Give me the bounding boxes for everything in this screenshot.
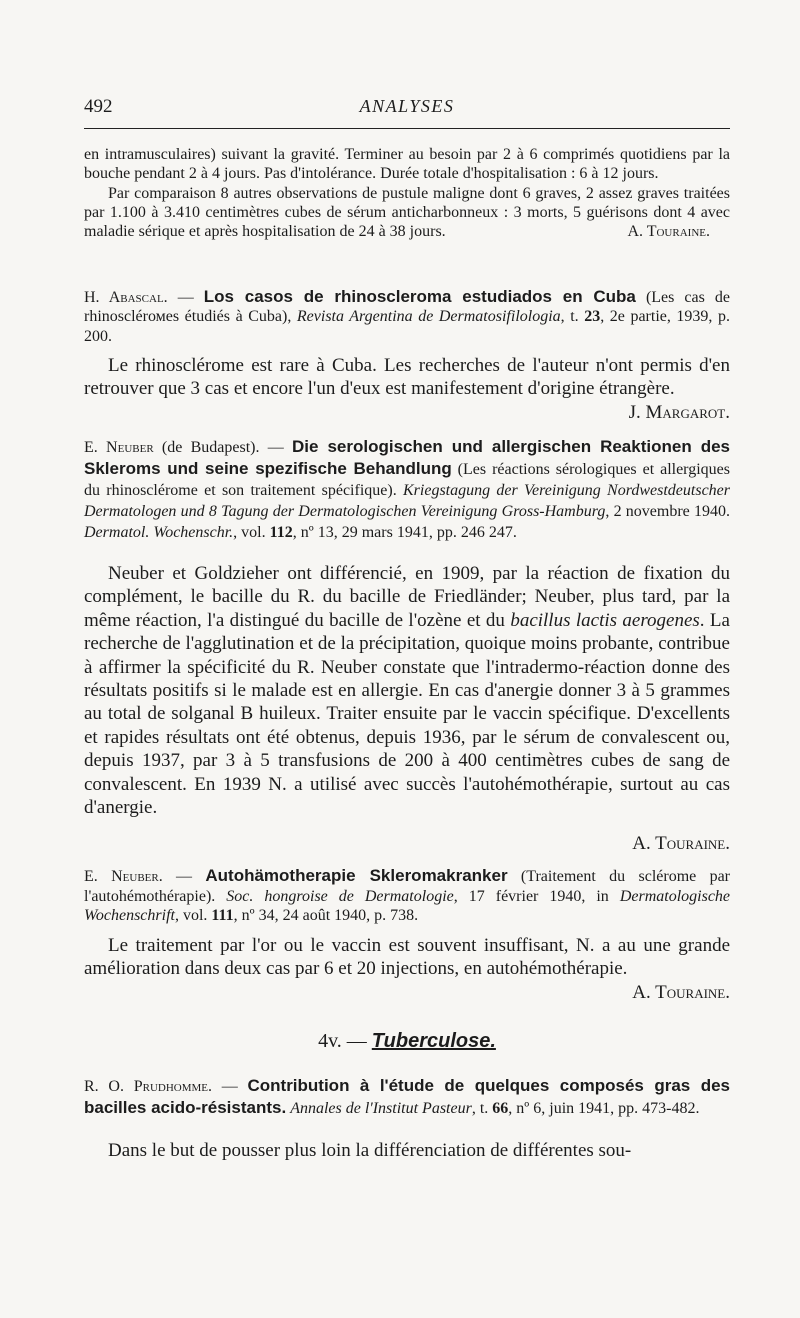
- volume: 66: [492, 1100, 509, 1117]
- author: E. Neuber.: [84, 868, 163, 885]
- article-title: Contribution à l'étude de quelques composés gras des bacilles acido-résistants.: [84, 1076, 730, 1117]
- article-title: Los casos de rhinoscleroma estudiados en Cuba: [203, 287, 636, 306]
- citation: E. Neuber. — Autohämotherapie Skleromakranker (Traitement du sclérome par l'autohémothérapie). Soc. hongroise de Dermatologie, 17 février 1940, in Dermatologische Wochenschrift, vol. 111, nº 34, 24 août 1940, p. 738.: [84, 866, 731, 924]
- author: H. Abascal.: [84, 289, 168, 306]
- neuber-2-body: Le traitement par l'or ou le vaccin est souvent insuffisant, N. a au une grande amélioration dans deux cas par 6 et 20 injections, en autohémothérapie.: [84, 935, 730, 980]
- author: R. O. Prudhomme.: [84, 1078, 212, 1095]
- continued-abstract: [84, 145, 730, 241]
- abstract-neuber-2: [84, 866, 730, 926]
- prudhomme-body: Dans le but de pousser plus loin la différenciation de différentes sou-: [108, 1140, 632, 1161]
- abstract-neuber-1: [84, 436, 730, 543]
- continued-paragraph: en intramusculaires) suivant la gravité. Terminer au besoin par 2 à 6 comprimés quotidiens par la bouche pendant 2 à 4 jours. Pas d'intolérance. Durée totale d'hospitalisation : 6 à 12 jours.: [84, 146, 730, 183]
- section-title: Tuberculose.: [371, 1030, 496, 1052]
- neuber-1-body: Neuber et Goldzieher ont différencié, en 1909, par la réaction de fixation du complément, le bacille du R. du bacille de Friedländer; Neuber, plus tard, par la même réaction, l'a distingué du bacille de l'ozène et du bacillus lactis aerogenes. La recherche de l'agglutination et de la précipitation, quoique moins probante, contribue à affirmer la spécificité du R. Neuber constate que l'intradermo-réaction donne des résultats positifs si le malade est en allergie. En cas d'anergie donner 3 à 5 grammes au total de solganal B huileux. Traiter ensuite par le vaccin spécifique. D'excellents et rapides résultats ont été obtenus, depuis 1936, par le sérum de convalescent ou, depuis 1937, par 3 à 5 transfusions de 200 à 400 centimètres cubes de sang de convalescent. En 1939 N. a utilisé avec succès l'autohémothérapie, surtout au cas d'anergie.: [84, 563, 730, 819]
- journal: Annales de l'Institut Pasteur: [290, 1100, 472, 1117]
- abstract-prudhomme: [84, 1075, 730, 1119]
- comparison-paragraph: Par comparaison 8 autres observations de pustule maligne dont 6 graves, 2 assez graves traitées par 1.100 à 3.410 centimètres cubes de sérum anticharbonneux : 3 morts, 5 guérisons dont 4 avec maladie sérique et après hospitalisation de 24 à 38 jours.: [84, 184, 730, 241]
- running-title: ANALYSES: [359, 96, 455, 116]
- article-title: Autohämotherapie Skleromakranker: [205, 866, 508, 885]
- abascal-body: Le rhinosclérome est rare à Cuba. Les recherches de l'auteur n'ont permis d'en retrouver que 3 cas et encore l'un d'eux est manifestement d'origine étrangère.: [84, 355, 730, 400]
- author: E. Neuber: [84, 439, 154, 456]
- signature: J. Margarot.: [628, 402, 730, 423]
- signature: A. Touraine.: [632, 833, 730, 854]
- volume: 112: [269, 524, 293, 541]
- society: Soc. hongroise de Dermatologie: [226, 887, 454, 905]
- running-header: [84, 96, 730, 122]
- journal: Revista Argentina de Dermatosifilologia: [296, 308, 561, 326]
- abstract-abascal: [84, 287, 730, 346]
- header-rule: [84, 128, 730, 129]
- volume: 111: [211, 907, 234, 924]
- journal: Dermatol. Wochenschr.: [84, 524, 234, 541]
- citation: E. Neuber (de Budapest). — Die serologischen und allergischen Reaktionen des Skleroms und seine spezifische Behandlung (Les réactions sérologiques et allergiques du rhinosclérome et son traitement spécifique). Kriegstagung der Vereinigung Nordwestdeutscher Dermatologen und 8 Tagung der Dermatologischen Vereinigung Gross-Hamburg, 2 novembre 1940. Dermatol. Wochenschr., vol. 112, nº 13, 29 mars 1941, pp. 246 247.: [84, 437, 731, 541]
- volume: 23: [584, 308, 601, 326]
- section-heading: [84, 1030, 730, 1053]
- section-number: 4v. —: [318, 1030, 372, 1052]
- species-name: bacillus lactis aerogenes: [510, 609, 700, 631]
- citation: H. Abascal. — Los casos de rhinoscleroma estudiados en Cuba (Les cas de rhinosclérомes étudiés à Cuba), Revista Argentina de Dermatosifilologia, t. 23, 2e partie, 1939, p. 200.: [84, 287, 730, 345]
- journal: Dermatologische Wochenschrift: [84, 887, 731, 924]
- page-number: 492: [84, 96, 113, 117]
- congress: Kriegstagung der Vereinigung Nordwestdeutscher Dermatologen und 8 Tagung der Dermatologischen Vereinigung Gross-Hamburg: [84, 482, 731, 520]
- signature: A. Touraine.: [632, 982, 730, 1003]
- signature: A. Touraine.: [627, 223, 710, 241]
- citation: R. O. Prudhomme. — Contribution à l'étude de quelques composés gras des bacilles acido-résistants. Annales de l'Institut Pasteur, t. 66, nº 6, juin 1941, pp. 473-482.: [84, 1076, 730, 1117]
- article-title: Die serologischen und allergischen Reaktionen des Skleroms und seine spezifische Behandlung: [84, 437, 730, 478]
